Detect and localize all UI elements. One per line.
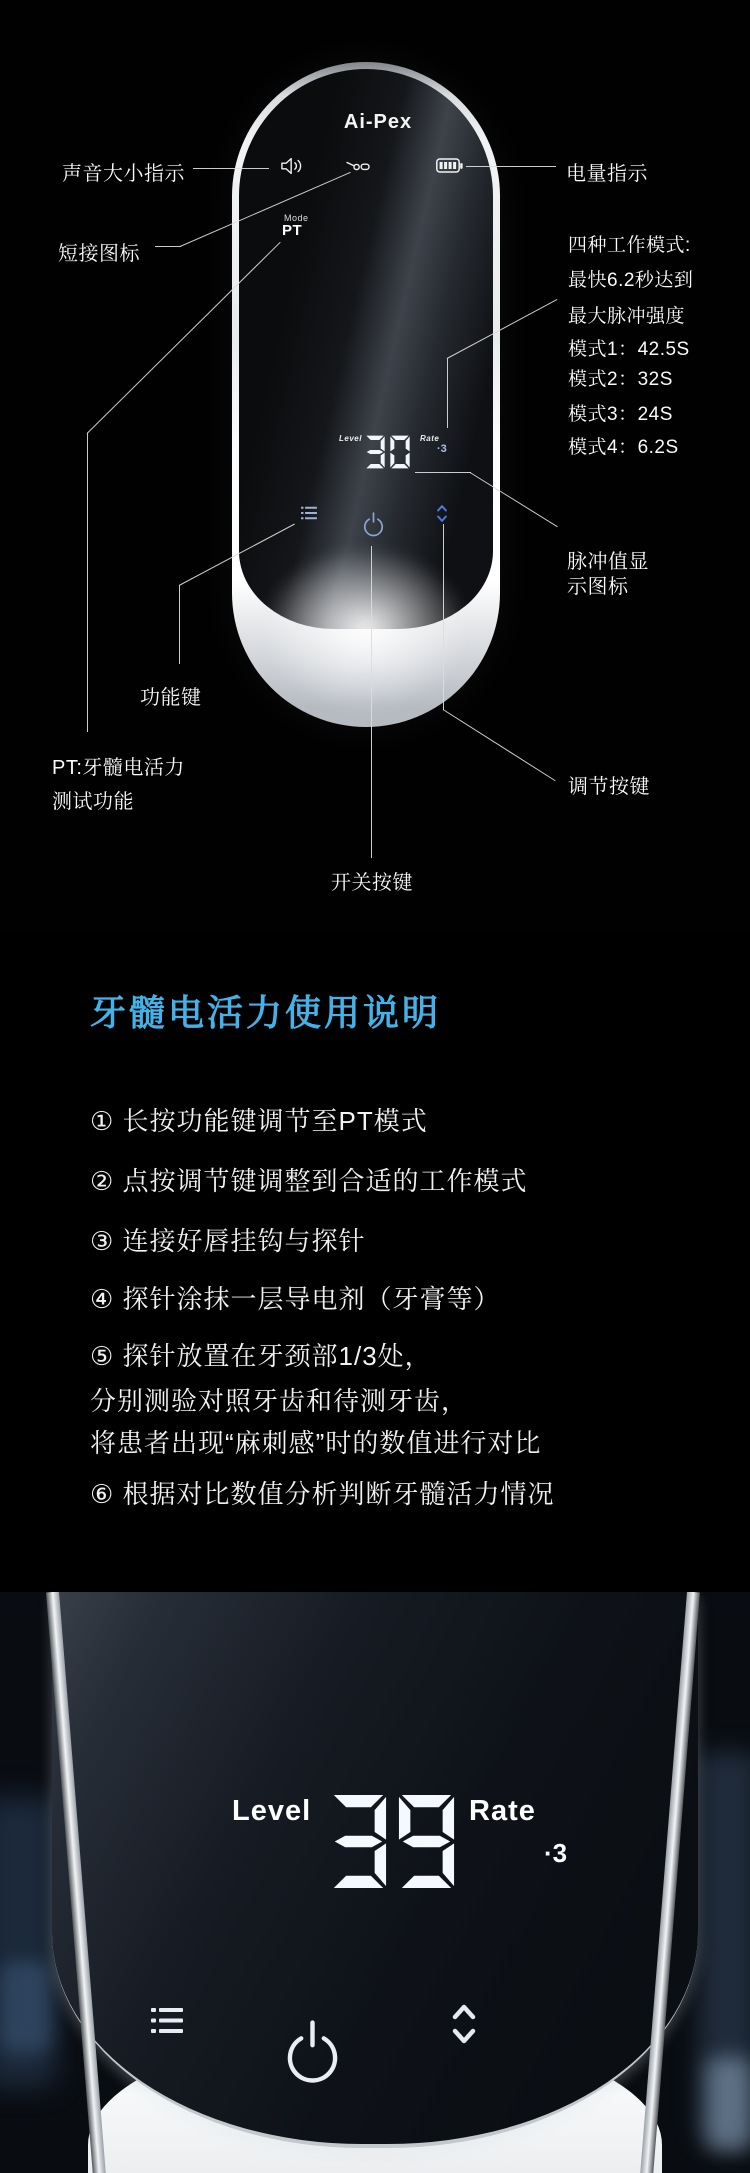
- instruction-step-5-cont1: 分别测验对照牙齿和待测牙齿，: [90, 1386, 469, 1416]
- annotation-modes-sub1: 最快6.2秒达到: [568, 270, 694, 291]
- leader-pt-vert: [87, 433, 88, 732]
- menu-icon: [301, 506, 317, 520]
- short-circuit-icon: [346, 160, 370, 172]
- closeup-photo: [0, 1592, 750, 2173]
- leader-volume: [193, 168, 269, 169]
- leader-modes-vert: [447, 358, 448, 428]
- annotation-mode-1: 模式1：42.5S: [568, 339, 690, 360]
- instruction-step-6: ⑥ 根据对比数值分析判断牙髓活力情况: [90, 1479, 555, 1509]
- instruction-step-2: ② 点按调节键调整到合适的工作模式: [90, 1166, 528, 1196]
- background-bokeh: [0, 1962, 52, 2052]
- closeup-rate-value: ·3: [544, 1838, 568, 1868]
- annotation-volume: 声音大小指示: [62, 163, 185, 185]
- annotation-pt-line1: PT:牙髓电活力: [52, 757, 185, 779]
- power-icon: [363, 512, 384, 537]
- annotation-power-key: 开关按键: [331, 872, 413, 894]
- adjust-arrows-icon: [451, 2002, 477, 2046]
- annotation-adjust-key: 调节按键: [568, 776, 650, 798]
- battery-icon: [436, 158, 463, 174]
- power-icon: [286, 2019, 339, 2085]
- level-value-display: [365, 433, 410, 471]
- annotation-battery: 电量指示: [566, 163, 648, 185]
- rate-value: ·3: [437, 443, 447, 455]
- menu-icon: [151, 2007, 183, 2034]
- annotation-modes-sub2: 最大脉冲强度: [568, 306, 686, 327]
- leader-pulse-h: [415, 472, 471, 473]
- volume-icon: [281, 156, 305, 176]
- level-label: Level: [339, 434, 362, 443]
- instruction-step-3: ③ 连接好唇挂钩与探针: [90, 1226, 366, 1256]
- instructions-title: 牙髓电活力使用说明: [90, 992, 442, 1033]
- annotation-modes-heading: 四种工作模式:: [568, 235, 691, 256]
- mode-label: Mode: [284, 213, 309, 223]
- background-bokeh: [706, 2057, 750, 2152]
- annotation-mode-4: 模式4：6.2S: [568, 437, 679, 458]
- annotation-pt-line2: 测试功能: [52, 791, 134, 813]
- closeup-level-label: Level: [232, 1795, 312, 1827]
- leader-adjust-vert: [443, 524, 444, 710]
- annotation-mode-3: 模式3：24S: [568, 404, 673, 425]
- leader-function-vert: [179, 585, 180, 664]
- annotation-mode-2: 模式2：32S: [568, 369, 673, 390]
- closeup-level-value-display: [330, 1793, 455, 1890]
- leader-short-h: [155, 246, 181, 247]
- annotation-short-circuit: 短接图标: [58, 243, 140, 265]
- instruction-step-5: ⑤ 探针放置在牙颈部1/3处，: [90, 1341, 432, 1371]
- instruction-step-4: ④ 探针涂抹一层导电剂（牙膏等）: [90, 1284, 501, 1314]
- brand-logo: Ai-Pex: [343, 111, 413, 133]
- leader-adjust-diag: [443, 709, 556, 781]
- instruction-step-1: ① 长按功能键调节至PT模式: [90, 1106, 428, 1136]
- device-glass-glow: [260, 545, 470, 713]
- mode-value: PT: [282, 222, 303, 239]
- instruction-step-5-cont2: 将患者出现“麻刺感”时的数值进行对比: [90, 1428, 542, 1458]
- leader-power-vert: [371, 546, 372, 858]
- annotation-function-key: 功能键: [140, 687, 202, 709]
- rate-label: Rate: [420, 434, 440, 443]
- annotation-pulse-line1: 脉冲值显: [567, 551, 649, 573]
- adjust-arrows-icon: [436, 504, 448, 523]
- closeup-rate-label: Rate: [469, 1795, 536, 1827]
- annotation-pulse-line2: 示图标: [567, 576, 629, 598]
- hero-section: [0, 0, 750, 932]
- leader-battery: [466, 166, 556, 167]
